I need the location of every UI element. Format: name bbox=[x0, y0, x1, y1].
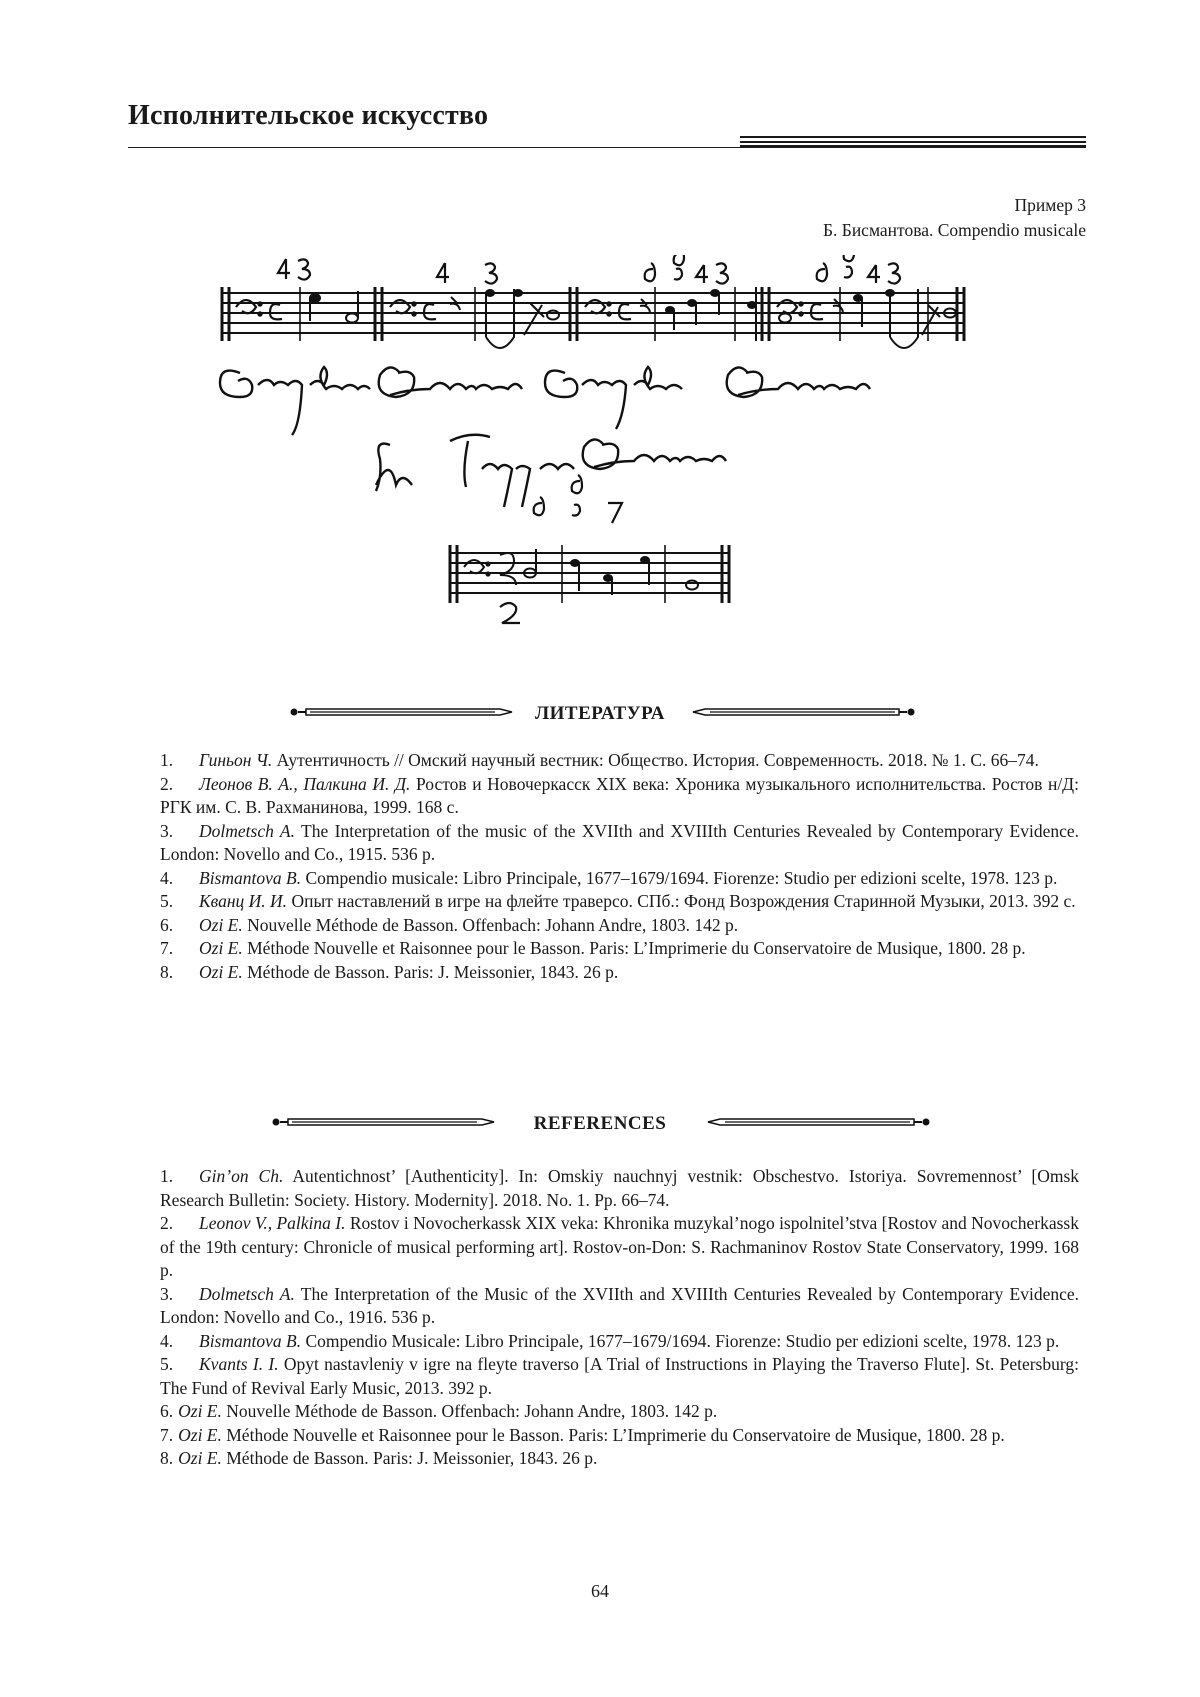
running-head: Исполнительское искусство bbox=[128, 100, 489, 131]
header-rule bbox=[128, 147, 1086, 148]
list-item: 1. Гиньон Ч. Аутентичность // Омский научный вестник: Общество. История. Современность. 2018. № 1. С. 66–74. bbox=[160, 750, 1039, 770]
list-item: 4. Bismantova B. Compendio Musicale: Libro Principale, 1677–1679/1694. Fiorenze: Studio per edizioni scelte, 1978. 123 p. bbox=[160, 1330, 1060, 1351]
example-caption bbox=[823, 193, 1086, 243]
list-item: 2. Леонов В. А., Палкина И. Д. Ростов и Новочеркасск XIX века: Хроника музыкального исполнительства. Ростов н/Д: РГК им. С. В. Рахманинова, 1999. 168 с. bbox=[160, 773, 1079, 817]
list-item: 6. Ozi E. Nouvelle Méthode de Basson. Offenbach: Johann Andre, 1803. 142 p. bbox=[160, 1401, 718, 1421]
references-heading: REFERENCES bbox=[533, 1113, 667, 1134]
handwritten-labels bbox=[220, 367, 870, 507]
figured-bass-top bbox=[278, 255, 900, 284]
list-item: 7. Ozi E. Méthode Nouvelle et Raisonnee pour le Basson. Paris: L’Imprimerie du Conservatoire de Musique, 1800. 28 p. bbox=[160, 938, 1026, 958]
list-item: 8. Ozi E. Méthode de Basson. Paris: J. Meissonier, 1843. 26 p. bbox=[160, 1448, 598, 1468]
list-item: 7. Ozi E. Méthode Nouvelle et Raisonnee pour le Basson. Paris: L’Imprimerie du Conservatoire de Musique, 1800. 28 p. bbox=[160, 1424, 1005, 1445]
list-item: 3. Dolmetsch A. The Interpretation of the music of the XVIIth and XVIIIth Centuries Revealed by Contemporary Evidence. London: Novello and Co., 1915. 536 p. bbox=[160, 820, 1080, 864]
figured-bass-bottom bbox=[500, 475, 622, 623]
references-list bbox=[160, 1165, 1079, 1471]
bottom-staff bbox=[450, 553, 730, 593]
page-number: 64 bbox=[591, 1581, 609, 1601]
list-item: 5. Kvants I. I. Opyt nastavleniy v igre na fleyte traverso [A Trial of Instructions in Playing the Traverso Flute]. St. Petersburg: The Fund of Revival Early Music, 2013. 392 p. bbox=[160, 1354, 1079, 1398]
list-item: 5. Кванц И. И. Опыт наставлений в игре на флейте траверсо. СПб.: Фонд Возрождения Старинной Музыки, 2013. 392 с. bbox=[160, 891, 1076, 911]
literatura-heading: ЛИТЕРАТУРА bbox=[534, 703, 666, 724]
list-item: 3. Dolmetsch A. The Interpretation of the Music of the XVIIth and XVIIIth Centuries Revealed by Contemporary Evidence. London: Novello and Co., 1916. 536 p. bbox=[160, 1283, 1079, 1327]
list-item: 6. Ozi E. Nouvelle Méthode de Basson. Offenbach: Johann Andre, 1803. 142 p. bbox=[160, 914, 739, 935]
ornament-right bbox=[690, 704, 915, 720]
literatura-list bbox=[160, 749, 1079, 984]
ornament-right bbox=[705, 1114, 930, 1130]
music-example-figure bbox=[200, 255, 1060, 675]
list-item: 4. Bismantova B. Compendio musicale: Libro Principale, 1677–1679/1694. Fiorenze: Studio per edizioni scelte, 1978. 123 p. bbox=[160, 867, 1058, 888]
list-item: 2. Leonov V., Palkina I. Rostov i Novocherkassk XIX veka: Khronika muzykal’nogo ispolnitel’stva [Rostov and Novocherkassk of the 19th century: Chronicle of musical performing art]. Rostov-on-Don: S. Rachmaninov Rostov State Conservatory, 1999. 168 p. bbox=[160, 1213, 1079, 1280]
example-source: Б. Бисмантова. Compendio musicale bbox=[822, 220, 1086, 240]
list-item: 8. Ozi E. Méthode de Basson. Paris: J. Meissonier, 1843. 26 p. bbox=[160, 961, 619, 982]
example-label: Пример 3 bbox=[1014, 195, 1086, 215]
list-item: 1. Gin’on Ch. Autentichnost’ [Authenticity]. In: Omskiy nauchnyj vestnik: Obschestvo. Istoriya. Sovremennost’ [Omsk Research Bulletin: Society. History. Modernity]. 2018. No. 1. Pp. 66–74. bbox=[160, 1166, 1079, 1210]
